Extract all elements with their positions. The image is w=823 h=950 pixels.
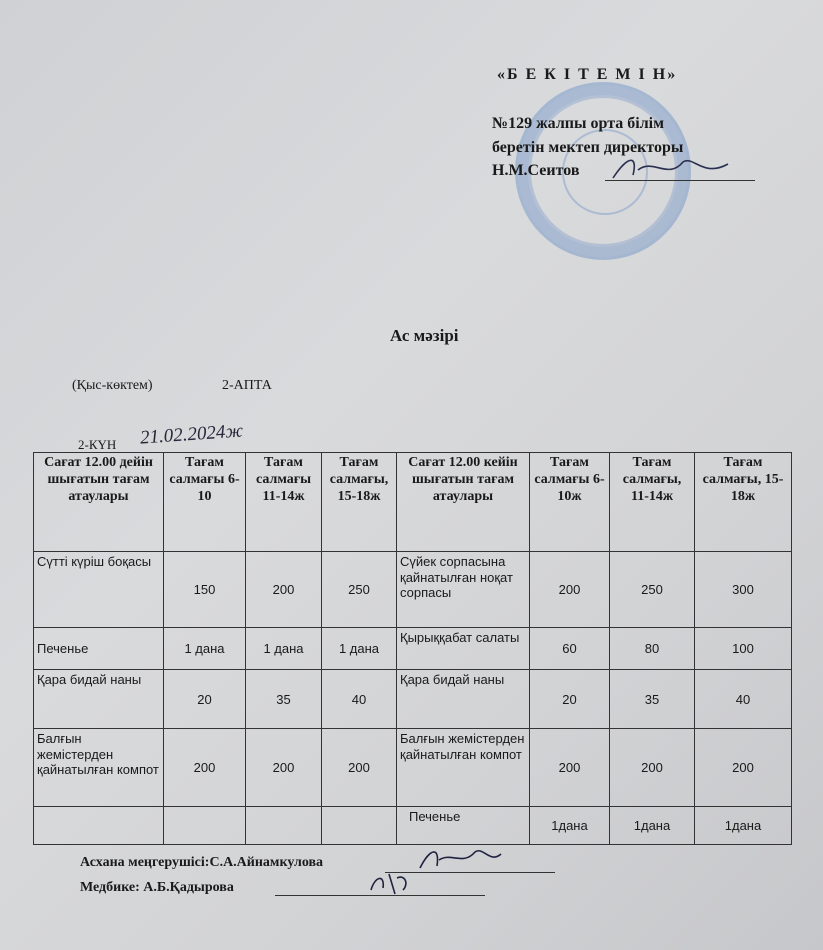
table-cell <box>322 807 397 845</box>
day-label: 2-КҮН <box>78 437 117 452</box>
table-cell: Печенье <box>34 628 164 670</box>
canteen-head-signature <box>415 842 505 874</box>
table-row <box>34 628 792 670</box>
table-cell <box>164 807 246 845</box>
approval-director-name: Н.М.Сеитов <box>492 162 580 179</box>
header-afternoon-weight-11-14: Тағам салмағы, 11-14ж <box>610 453 695 552</box>
table-cell: 250 <box>322 552 397 628</box>
document-title: Ас мәзірі <box>390 326 459 345</box>
week-label: 2-АПТА <box>222 378 272 393</box>
header-afternoon-dishes: Сағат 12.00 кейін шығатын тағам атаулары <box>397 453 530 552</box>
table-cell: 1 дана <box>164 628 246 670</box>
table-cell: 1дана <box>530 807 610 845</box>
table-cell: 100 <box>695 628 792 670</box>
table-cell: Сүтті күріш боқасы <box>34 552 164 628</box>
approval-title: «Б Е К І Т Е М І Н» <box>497 66 678 83</box>
table-cell: 1дана <box>610 807 695 845</box>
table-cell: 20 <box>530 670 610 729</box>
table-cell: 40 <box>322 670 397 729</box>
table-cell: 200 <box>246 552 322 628</box>
table-cell: 300 <box>695 552 792 628</box>
table-row <box>34 729 792 807</box>
table-cell: 35 <box>246 670 322 729</box>
header-weight-6-10: Тағам салмағы 6-10 <box>164 453 246 552</box>
table-cell: 60 <box>530 628 610 670</box>
table-cell: 250 <box>610 552 695 628</box>
table-row <box>34 552 792 628</box>
table-cell: Балғын жемістерден қайнатылған компот <box>34 729 164 807</box>
table-cell: 1дана <box>695 807 792 845</box>
table-cell: Қырыққабат салаты <box>397 628 530 670</box>
table-cell: 200 <box>322 729 397 807</box>
table-row <box>34 670 792 729</box>
table-cell <box>246 807 322 845</box>
header-morning-dishes: Сағат 12.00 дейін шығатын тағам атаулары <box>34 453 164 552</box>
table-cell <box>34 807 164 845</box>
table-cell: Қара бидай наны <box>397 670 530 729</box>
table-cell: Балғын жемістерден қайнатылған компот <box>397 729 530 807</box>
table-cell: Сүйек сорпасына қайнатылған ноқат сорпасы <box>397 552 530 628</box>
table-cell: 35 <box>610 670 695 729</box>
nurse-label: Медбике: А.Б.Қадырова <box>80 880 234 895</box>
header-afternoon-weight-6-10: Тағам салмағы 6-10ж <box>530 453 610 552</box>
table-cell: 40 <box>695 670 792 729</box>
table-cell: 200 <box>530 729 610 807</box>
table-cell: Қара бидай наны <box>34 670 164 729</box>
table-cell: 80 <box>610 628 695 670</box>
header-afternoon-weight-15-18: Тағам салмағы, 15-18ж <box>695 453 792 552</box>
table-cell: 1 дана <box>322 628 397 670</box>
approval-school: №129 жалпы орта білім <box>492 115 665 132</box>
nurse-signature <box>365 868 415 898</box>
table-row <box>34 807 792 845</box>
table-cell: 200 <box>530 552 610 628</box>
approval-position: беретін мектеп директоры <box>492 139 684 156</box>
table-cell: 200 <box>164 729 246 807</box>
header-weight-15-18: Тағам салмағы, 15-18ж <box>322 453 397 552</box>
handwritten-date: 21.02.2024ж <box>139 420 244 449</box>
table-cell: 20 <box>164 670 246 729</box>
header-weight-11-14: Тағам салмағы 11-14ж <box>246 453 322 552</box>
table-cell: 200 <box>246 729 322 807</box>
table-cell: 1 дана <box>246 628 322 670</box>
table-cell: 150 <box>164 552 246 628</box>
season-label: (Қыс-көктем) <box>72 378 153 393</box>
menu-table <box>33 452 792 845</box>
table-header-row <box>34 453 792 552</box>
director-signature <box>608 150 738 184</box>
table-cell: Печенье <box>397 807 530 845</box>
table-cell: 200 <box>695 729 792 807</box>
table-cell: 200 <box>610 729 695 807</box>
canteen-head-label: Асхана меңгерушісі:С.А.Айнамкулова <box>80 855 324 870</box>
